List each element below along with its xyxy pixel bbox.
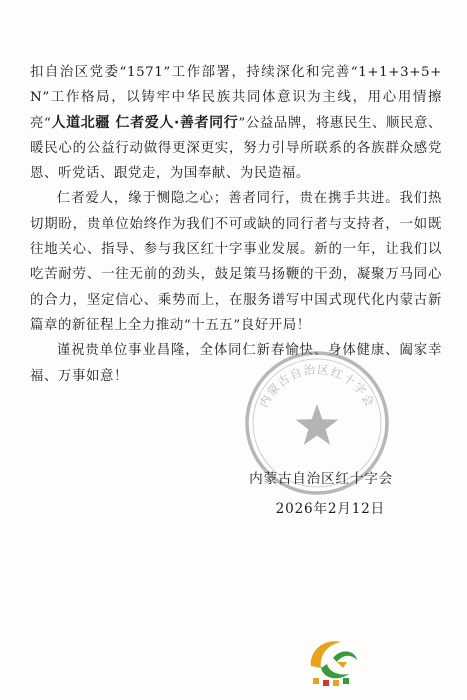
paragraph-3: 谨祝贵单位事业昌隆，全体同仁新春愉快、身体健康、阖家幸福、万事如意！ <box>30 343 442 384</box>
seal-text: 内蒙古自治区红十字会 <box>256 362 378 410</box>
paragraph-2: 仁者爱人，缘于恻隐之心；善者同行，贵在携手共进。我们热切期盼，贵单位始终作为我们不可或缺的同行者与支持者，一如既往地关心、指导、参与我区红十字事业发展。新的一年，让我们以吃苦耐劳、一往无前的劲头，鼓足策马扬鞭的干劲，凝聚万马同心的合力，坚定信心、乘势而上，在服务谱写中国式现代化内蒙古新篇章的新征程上全力推动“十五五”良好开局！ <box>30 191 442 333</box>
charity-logo-icon <box>303 632 361 688</box>
brand-slogan: 人道北疆 仁者爱人·善者同行 <box>51 114 239 131</box>
signature-block <box>249 464 393 524</box>
paragraph-1-text-a: 扣自治区党委“1571”工作部署，持续深化和完善“1+1+3+5+N”工作格局，以铸牢中华民族共同体意识为主线，用心用情擦亮“ <box>30 65 442 131</box>
paragraph-1-text-b: ”公益品牌，将惠民生、顺民意、暖民心的公益行动做得更深更实，努力引导所联系的各族群众感党恩、听党话、跟党走，为国奉献、为民造福。 <box>30 115 443 182</box>
signature-date: 2026年2月12日 <box>275 501 385 517</box>
paragraph-1 <box>30 60 442 186</box>
letter-body <box>30 60 442 389</box>
signature-organization: 内蒙古自治区红十字会 <box>249 471 393 487</box>
